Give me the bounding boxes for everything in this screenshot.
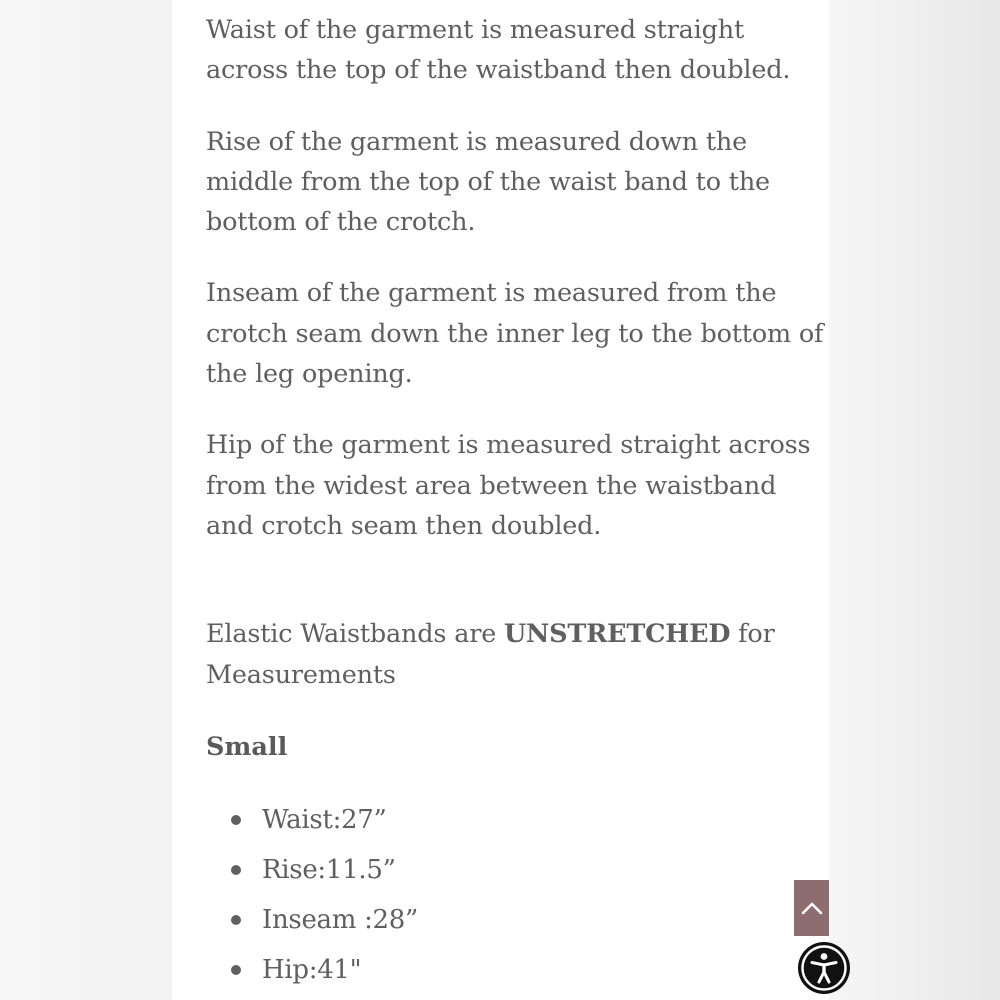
- list-item-rise: [206, 845, 826, 895]
- page-content-panel: [172, 0, 829, 1000]
- left-backdrop: [0, 0, 172, 1000]
- chevron-up-icon: [801, 901, 823, 915]
- size-measurement-list: [206, 795, 826, 995]
- elastic-waistband-note: [206, 614, 826, 695]
- measurement-value: Rise:11.5”: [262, 854, 396, 885]
- list-item-inseam: [206, 895, 826, 945]
- right-backdrop: [828, 0, 1000, 1000]
- bullet-icon: [231, 865, 241, 875]
- rise-description: Rise of the garment is measured down the middle from the top of the waist band to the bottom of the crotch.: [206, 126, 770, 238]
- elastic-note-tail: for Measurements: [206, 619, 775, 690]
- elastic-note-text: Elastic Waistbands are: [206, 619, 504, 650]
- bullet-icon: [231, 815, 241, 825]
- measurement-value: Inseam :28”: [262, 904, 419, 935]
- list-item-hip: [206, 945, 826, 995]
- list-item-waist: [206, 795, 826, 845]
- accessibility-person-icon: [798, 942, 850, 994]
- measurement-value: Hip:41": [262, 954, 362, 985]
- bullet-icon: [231, 915, 241, 925]
- measurement-guide: [206, 10, 826, 995]
- unstretched-emphasis: UNSTRETCHED: [504, 619, 731, 650]
- waist-description: Waist of the garment is measured straight across the top of the waistband then doubled.: [206, 15, 791, 86]
- size-heading: Small: [206, 731, 288, 762]
- inseam-description: Inseam of the garment is measured from the crotch seam down the inner leg to the bottom of the leg opening.: [206, 278, 824, 390]
- scroll-to-top-button[interactable]: [794, 880, 829, 936]
- hip-description: Hip of the garment is measured straight across from the widest area between the waistband and crotch seam then doubled.: [206, 430, 811, 541]
- bullet-icon: [231, 965, 241, 975]
- accessibility-button[interactable]: [798, 942, 850, 994]
- measurement-value: Waist:27”: [262, 804, 387, 835]
